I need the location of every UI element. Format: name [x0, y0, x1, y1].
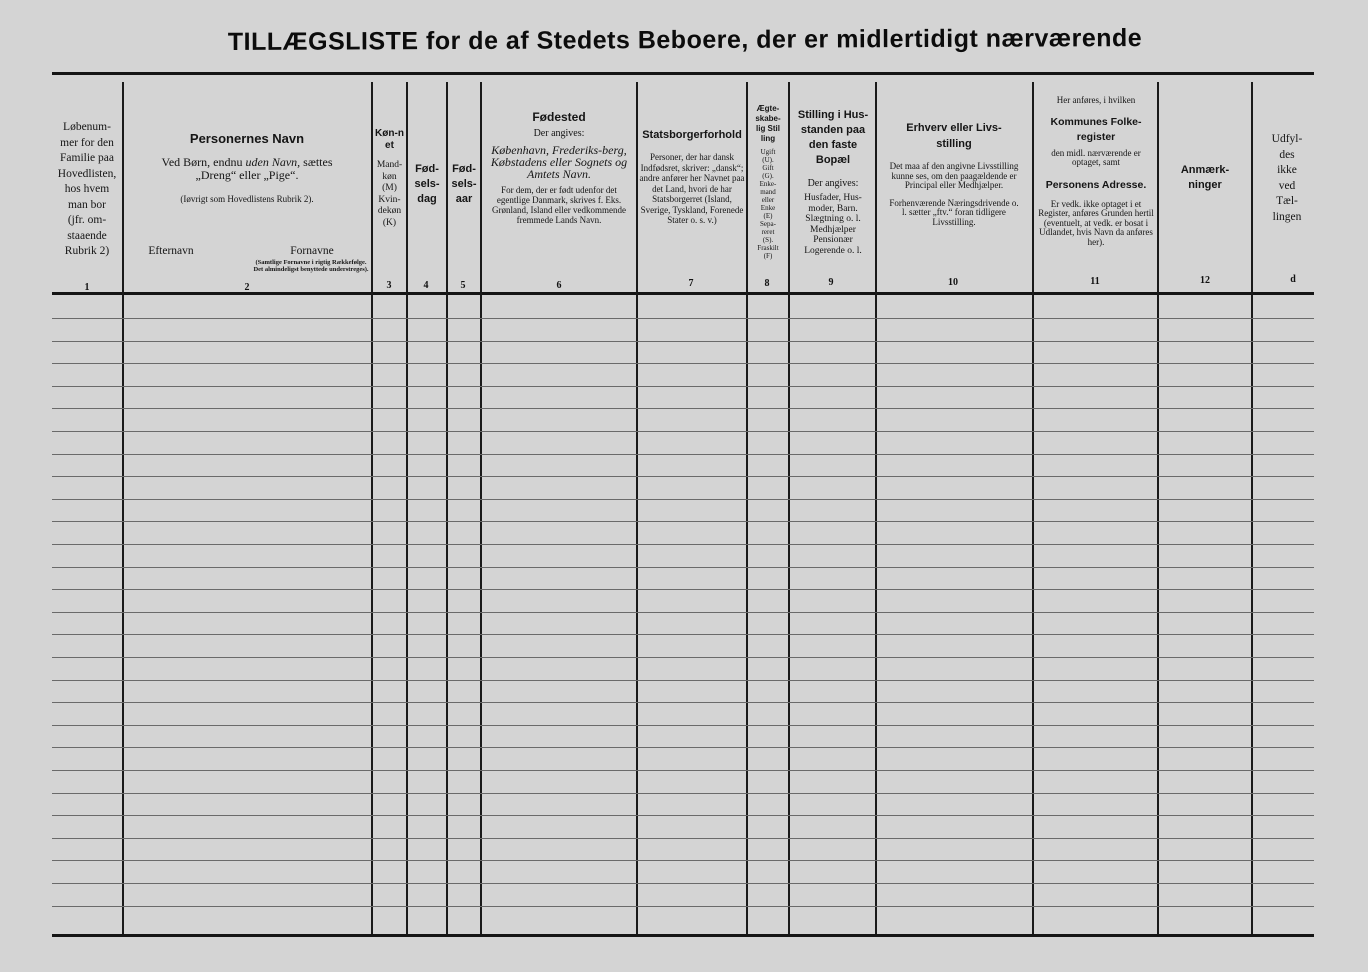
header-line: Familie paa — [60, 152, 114, 164]
entry-line — [52, 906, 1314, 907]
header-line: Enke- — [759, 180, 777, 188]
entry-line — [52, 634, 1314, 635]
column-number: 10 — [948, 277, 958, 288]
entry-line — [52, 476, 1314, 477]
header-line: mer for den — [60, 136, 114, 149]
column-header-3 — [373, 128, 406, 229]
column-divider — [746, 82, 748, 934]
header-title: Stilling i Hus-standen paa den faste Bopæl — [797, 109, 869, 166]
header-line: Hovedlisten, — [57, 167, 117, 180]
entry-line — [52, 815, 1314, 816]
header-line: (jfr. om- — [67, 214, 107, 226]
header-line: Udfyl- — [1271, 133, 1303, 145]
entry-line — [52, 454, 1314, 455]
entry-line — [52, 589, 1314, 590]
entry-line — [52, 408, 1314, 409]
page-title: TILLÆGSLISTE for de af Stedets Beboere, der er midlertidigt nærværende — [227, 24, 1143, 56]
header-line: lingen — [1272, 210, 1302, 223]
header-line: Tæl- — [1276, 195, 1298, 207]
header-note: (Iøvrigt som Hovedlistens Rubrik 2). — [180, 194, 314, 204]
column-header-12 — [1172, 163, 1238, 193]
header-sub: Der angives: — [807, 178, 859, 189]
header-line: Rubrik 2) — [64, 245, 110, 257]
column-number: d — [1290, 274, 1296, 285]
entry-line — [52, 431, 1314, 432]
header-line: (K) — [382, 217, 397, 228]
header-line: (E) — [763, 212, 773, 220]
header-title: Personernes Navn — [189, 131, 305, 146]
header-title: Fød-sels-dag — [414, 163, 440, 205]
column-divider — [1251, 82, 1253, 934]
header-line: Her anføres, i hvilken — [1056, 95, 1136, 105]
header-line: Gift — [762, 164, 774, 172]
header-line: ikke — [1277, 164, 1297, 176]
entry-line — [52, 702, 1314, 703]
header-line: Fraskilt — [757, 244, 779, 252]
header-line: (F) — [763, 252, 773, 260]
column-header-2 — [126, 132, 368, 205]
header-line: Logerende o. l. — [804, 245, 862, 256]
header-line: „Dreng“ eller „Pige“. — [195, 168, 299, 182]
header-title: Fødested — [532, 110, 586, 124]
entry-line — [52, 725, 1314, 726]
header-line: staaende — [67, 229, 107, 242]
header-title: Ægte-skabe-lig Stilling — [755, 104, 781, 143]
column-number: 5 — [460, 280, 466, 291]
column-divider — [788, 82, 790, 934]
entry-line — [52, 612, 1314, 613]
bottom-rule — [52, 934, 1314, 937]
header-note: Det maa af den angivne Livsstilling kunne ses, om den paagældende er Principal eller Medhjælper. — [889, 161, 1019, 190]
entry-line — [52, 657, 1314, 658]
header-title: Anmærk-ninger — [1180, 164, 1230, 191]
column-divider — [1157, 82, 1159, 934]
entry-line — [52, 567, 1314, 568]
entry-line — [52, 770, 1314, 771]
header-title: Erhverv eller Livs-stilling — [906, 122, 1002, 150]
header-title: Statsborgerforhold — [642, 129, 742, 141]
birthplace-examples: København, Frederiks-berg, Købstadens eller Sognets og Amtets Navn. — [490, 143, 628, 181]
header-line: Løbenum- — [63, 121, 111, 133]
header-sub: Der angives: — [533, 128, 585, 139]
header-line: Enke — [760, 204, 776, 212]
header-line: hos hvem — [64, 183, 110, 195]
column-header-9 — [792, 108, 874, 256]
column-number: 9 — [828, 277, 834, 288]
header-line: Ved Børn, endnu uden Navn, sættes — [161, 155, 333, 169]
entry-line — [52, 341, 1314, 342]
entry-line — [52, 747, 1314, 748]
header-line: Medhjælper — [810, 224, 856, 235]
header-note: Er vedk. ikke optaget i et Register, anføres Grunden hertil (eventuelt, at vedk. er bosat i Udlandet, hvis Navn da anføres her). — [1038, 198, 1154, 247]
header-line: Mand- — [376, 160, 403, 170]
column-header-d — [1256, 132, 1318, 225]
column-header-5 — [448, 162, 480, 207]
header-line: den midl. nærværende er optaget, samt — [1051, 147, 1141, 167]
column-header-7 — [638, 128, 746, 226]
column-divider — [406, 82, 408, 934]
column-number: 6 — [556, 280, 562, 291]
column-number: 11 — [1090, 276, 1100, 287]
header-line: (G). — [762, 172, 774, 180]
efternavn-label: Efternavn — [148, 245, 194, 257]
header-line: reret — [761, 228, 775, 236]
column-number: 1 — [84, 282, 90, 293]
entry-line — [52, 318, 1314, 319]
column-divider — [480, 82, 482, 934]
column-number: 2 — [244, 282, 250, 293]
column-number: 4 — [423, 280, 429, 291]
entry-line — [52, 680, 1314, 681]
header-line: mand — [760, 188, 776, 196]
column-divider — [875, 82, 877, 934]
entry-line — [52, 883, 1314, 884]
column-number: 8 — [764, 278, 770, 289]
header-line: moder, Barn. — [808, 203, 858, 214]
entry-line — [52, 386, 1314, 387]
entry-line — [52, 793, 1314, 794]
entry-line — [52, 838, 1314, 839]
column-divider — [122, 82, 124, 934]
fornavne-note: (Samtlige Fornavne i rigtig Rækkefølge. Det almindeligst benyttede understreges). — [253, 259, 369, 273]
header-line: dekøn — [377, 206, 402, 216]
column-number: 12 — [1200, 275, 1210, 286]
column-divider — [446, 82, 448, 934]
header-line: Slægtning o. l. — [805, 214, 861, 224]
header-line: ved — [1278, 179, 1296, 192]
header-line: køn — [382, 171, 397, 182]
fornavne-label: Fornavne — [290, 245, 334, 257]
header-line: Husfader, Hus- — [804, 193, 862, 203]
header-line: des — [1279, 148, 1295, 161]
header-line: Pensionær — [813, 235, 853, 245]
header-line: (M) — [382, 183, 397, 193]
column-header-1 — [54, 120, 120, 260]
header-note: Personer, der har dansk Indfødsret, skriver: „dansk“; andre anfører her Navnet paa det Land, hvori de har Statsborgerret (Island, Sverige, Tyskland, Forenede Stater o. s. v.) — [639, 152, 745, 225]
column-header-8 — [749, 104, 787, 260]
entry-line — [52, 860, 1314, 861]
header-note: For dem, der er født udenfor det egentlige Danmark, skrives f. Eks. Grønland, Island eller vedkommende fremmede Lands Navn. — [492, 185, 626, 225]
column-header-10 — [886, 120, 1022, 227]
header-line: Ugift — [760, 148, 776, 156]
header-title: Personens Adresse. — [1045, 178, 1147, 191]
entry-line — [52, 499, 1314, 500]
top-rule — [52, 72, 1314, 75]
header-title: Kommunes Folke-register — [1050, 115, 1142, 143]
header-line: eller — [761, 196, 775, 204]
header-line: (U). — [762, 156, 774, 164]
header-line: man bor — [67, 198, 106, 211]
column-header-6 — [484, 110, 634, 225]
column-number: 3 — [386, 280, 392, 291]
column-number: 7 — [688, 278, 694, 289]
header-line: (S). — [762, 236, 774, 244]
entry-line — [52, 363, 1314, 364]
column-divider — [1032, 82, 1034, 934]
entry-line — [52, 544, 1314, 545]
header-line: Kvin- — [378, 194, 401, 205]
column-header-4 — [409, 162, 445, 207]
column-header-11 — [1036, 96, 1156, 247]
header-line: Sepa- — [760, 220, 776, 228]
header-title: Køn-net — [375, 128, 404, 151]
entry-line — [52, 521, 1314, 522]
header-title: Fød-sels-aar — [451, 163, 477, 205]
header-note: Forhenværende Næringsdrivende o. l. sætter „ftv.“ foran tidligere Livsstilling. — [889, 197, 1019, 227]
